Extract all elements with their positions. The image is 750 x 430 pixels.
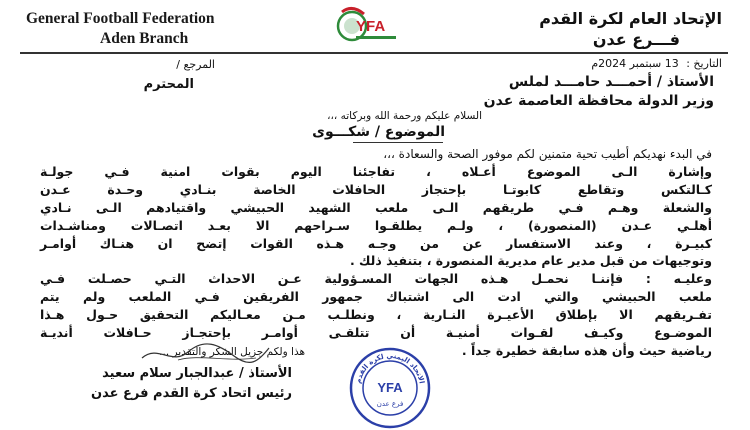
body-line: كبيـرة ، وعند الاستفسار عن من وجـه هـذه القوات إتضح ان هنـاك أوامـر [40,236,712,251]
opening-line: في البدء نهديكم أطيب تحية متمنين لكم موفور الصحة والسعادة ،،، [383,147,712,161]
signatory-name: الأستاذ / عبدالجبار سلام سعيد [102,366,292,381]
date-row [591,57,722,70]
body-line: ملعب الحبيشي والتي ادت الى اشتباك جمهور الفريقين فـي الملعب ولم يتم [40,289,712,304]
stamp-ring-text: الاتحاد اليمني لكرة القدم [354,351,426,385]
federation-logo [336,2,400,48]
subject-line: الموضوع / شكـــوى [312,124,445,140]
body-line: أهلـي عـدن (المنصورة) ، ولـم يطلقـوا سـراحهم الا بعـد اتصـالات ومناشـدات [40,218,712,233]
greeting: السلام عليكم ورحمة الله وبركاته ،،، [327,110,482,122]
header-divider [20,52,728,54]
body-line: كـالتكس وتقاطع كابوتـا بإحتجاز الحافلات الخاصة بنـادي وحـدة عـدن [40,182,712,197]
addressee-name: الأستاذ / أحمـــد حامـــد لملس [508,74,714,90]
body-line: وتوجيهات من قبل مدير عام مديرية المنصورة ، بتنفيذ ذلك . [349,253,712,268]
body-line: وعليـه : فإننـا نحمـل هـذه الجهات المسـؤولية عـن الاحداث التـي حصـلت فـي [40,271,712,286]
stamp-bottom-text: فرع عدن [376,400,404,408]
logo-text: YFA [356,18,386,35]
reference-label: المرجع / [176,58,215,71]
body-line: رياضية حيث وأن هذه سابقة خطيرة جداً . [461,343,712,358]
addressee-title: وزير الدولة محافظة العاصمة عدن [483,93,714,109]
closing-line: هذا ولكم جزيل الشكر والتقدير ... [159,346,305,358]
subject-underline [353,142,443,143]
ar-branch-name: فـــرع عدن [592,30,680,49]
signatory-title: رئيس اتحاد كرة القدم فرع عدن [91,386,292,401]
ar-org-name: الإتحاد العام لكرة القدم [539,9,722,28]
en-org-name: General Football Federation [26,10,215,27]
body-line: تفـريقهم الا بإطلاق الأعيـرة النـارية ، ونطلـب مـن معـاليكم التحقيق حـول هـذا [40,307,712,322]
handwritten-signature [138,340,273,368]
body-line: الموضـوع وكيـف لقـوات أمنيـة أن تتلقـى أوامـر بإحتجـاز حـافلات أنديـة [40,325,712,340]
addressee-honorific: المحترم [143,77,194,92]
body-line: والشعلة وهـم فـي طريقهم الـى ملعب الشهيد الحبيشي واقتيادهم الـى نـادي [40,200,712,215]
body-line: وإشارة الـى الموضوع أعـلاه ، تفاجئنا اليوم بقوات امنية فـي جولـة [40,164,712,179]
date-label: التاريخ : [686,57,722,70]
en-branch-name: Aden Branch [100,30,189,47]
stamp-center-text: YFA [377,380,403,395]
official-stamp [348,346,432,430]
date-value: 13 سبتمبر 2024م [591,57,679,70]
